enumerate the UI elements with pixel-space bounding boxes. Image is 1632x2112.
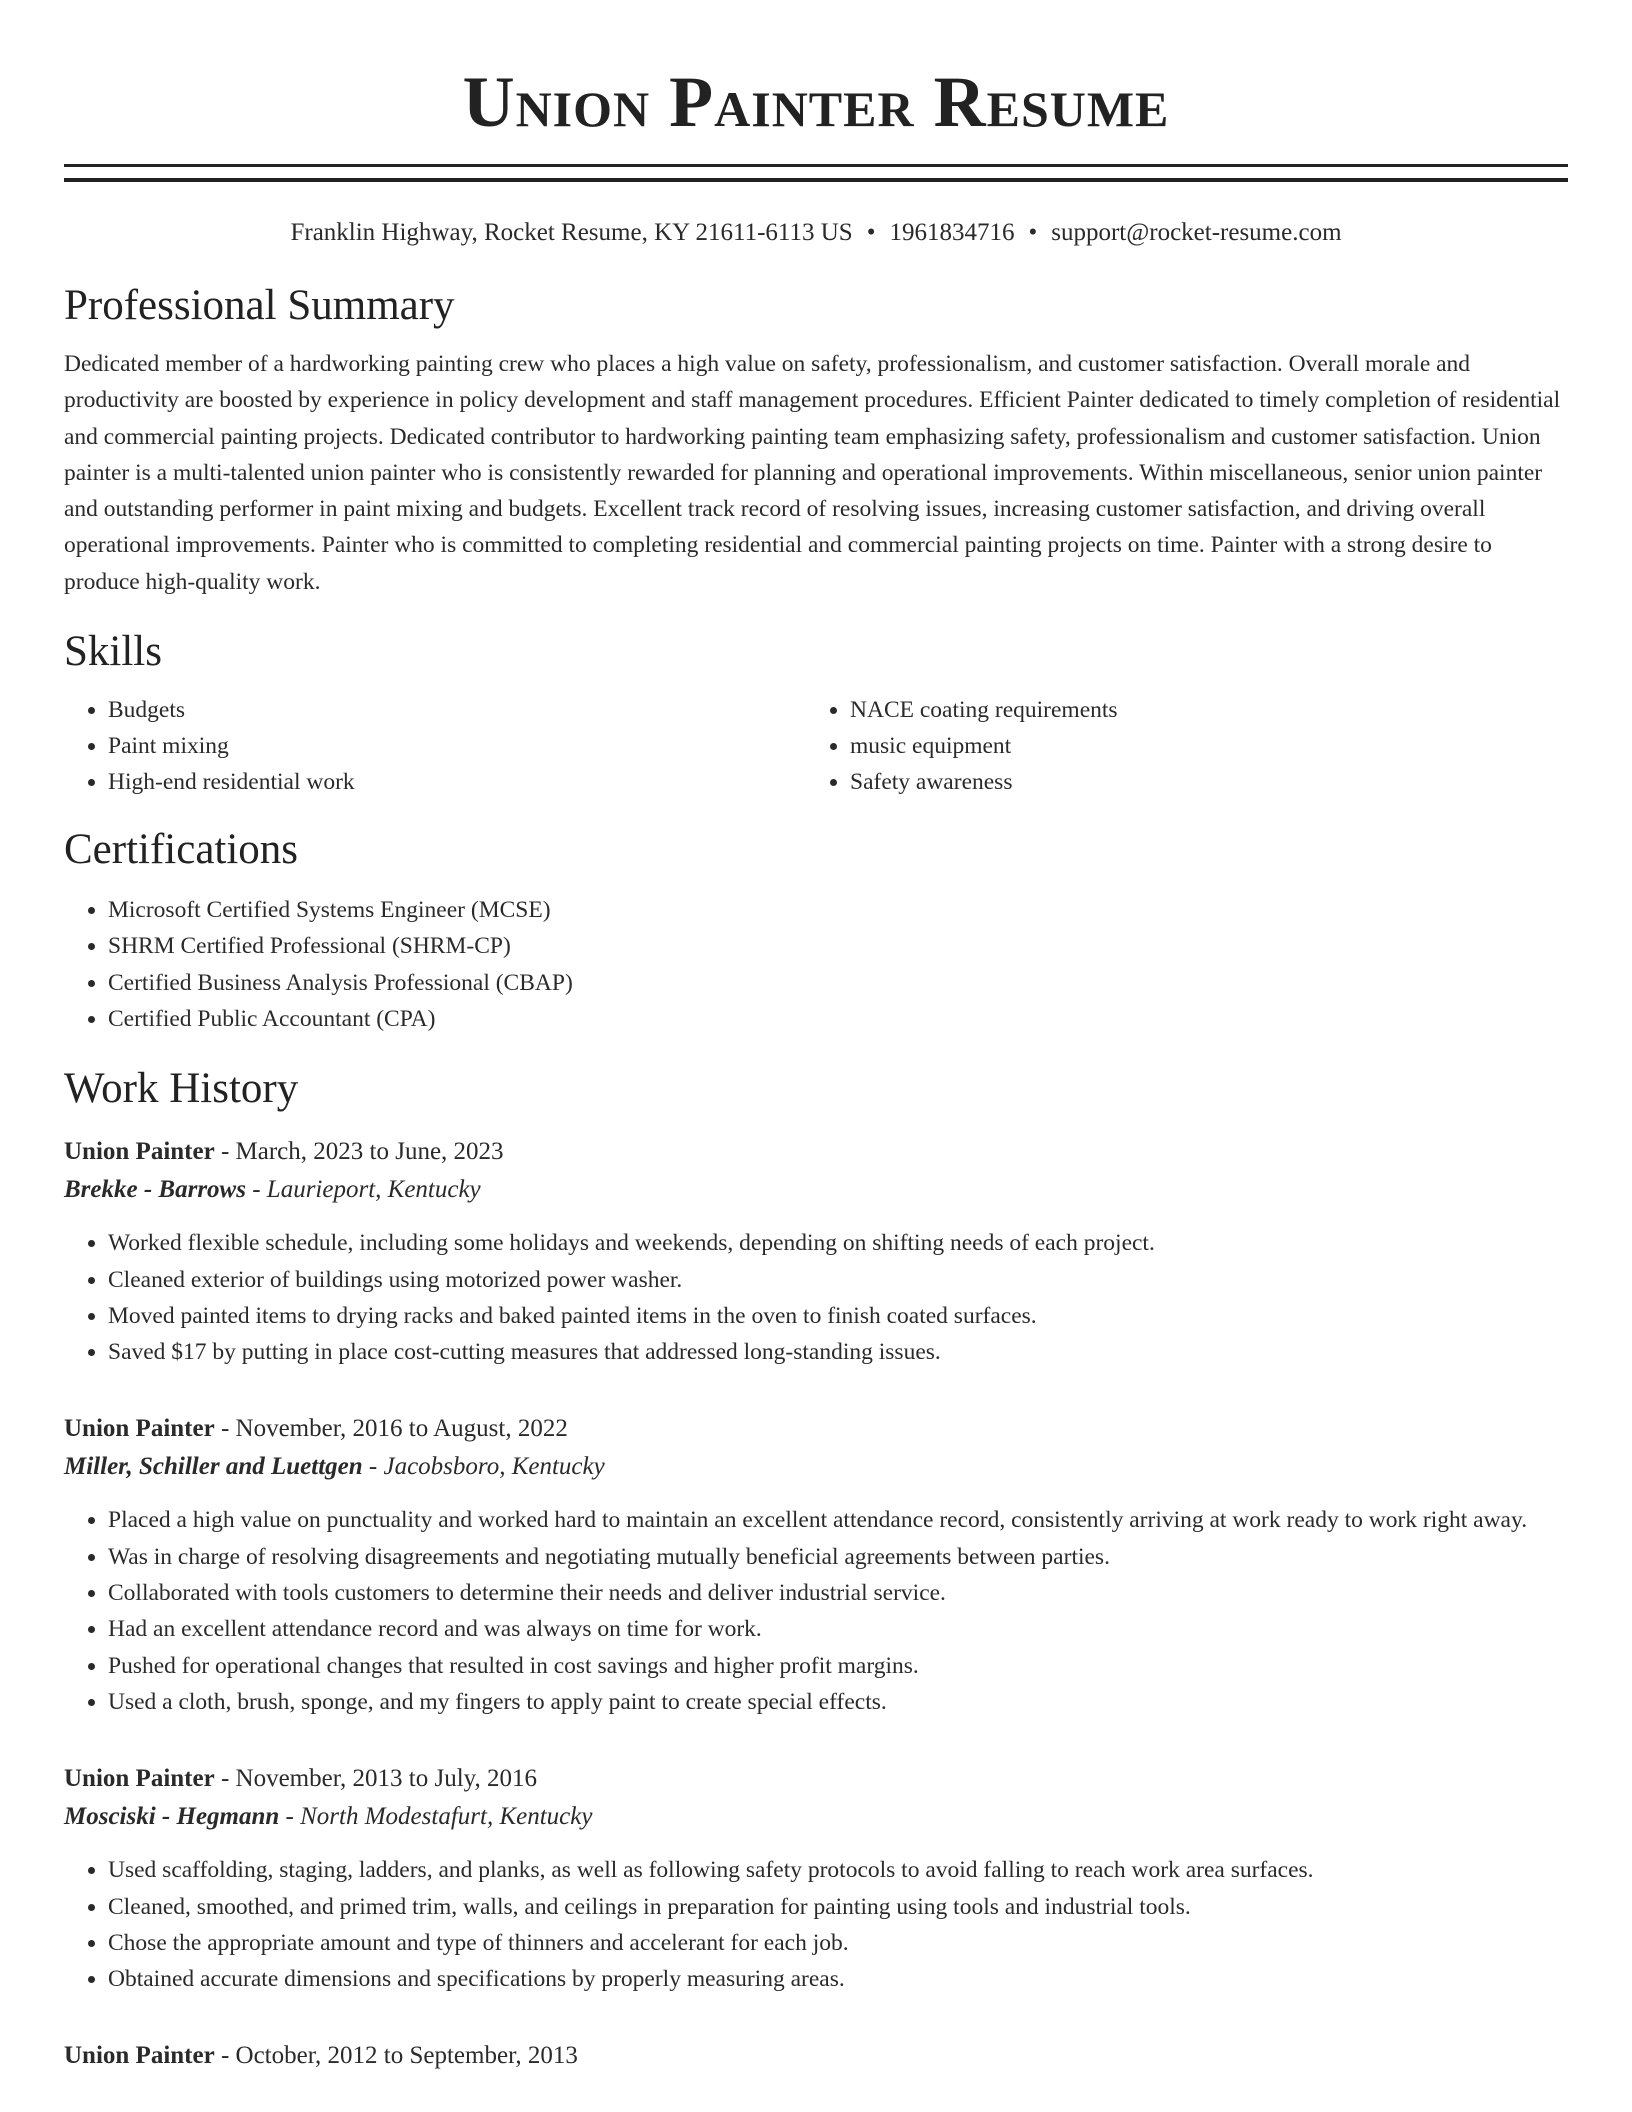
job-title-line [64, 1410, 1568, 1448]
job-bullet: • Was in charge of resolving disagreements and negotiating mutually beneficial agreements between parties. [108, 1539, 1568, 1575]
job-bullet: • Placed a high value on punctuality and worked hard to maintain an excellent attendance record, consistently arriving at work ready to work right away. [108, 1502, 1568, 1538]
skills-grid [64, 692, 1568, 800]
job-location: - Laurieport, Kentucky [245, 1176, 481, 1204]
job-entry [64, 1760, 1568, 1997]
certifications-list [64, 892, 1568, 1037]
contact-phone: 1961834716 [889, 219, 1015, 246]
job-bullet: • Used a cloth, brush, sponge, and my fingers to apply paint to create special effects. [108, 1684, 1568, 1720]
job-company: Miller, Schiller and Luettgen [64, 1453, 363, 1481]
title-double-rule [64, 164, 1568, 182]
job-entry [64, 2037, 1568, 2075]
page-title: Union Painter Resume [462, 62, 1170, 142]
skills-section [64, 626, 1568, 800]
job-bullet: • Collaborated with tools customers to determine their needs and deliver industrial service. [108, 1575, 1568, 1611]
job-company-line [64, 1171, 1568, 1209]
job-company-line [64, 1448, 1568, 1486]
job-bullet: • Moved painted items to drying racks and baked painted items in the oven to finish coated surfaces. [108, 1298, 1568, 1334]
job-title-line [64, 1133, 1568, 1171]
job-dates: - October, 2012 to September, 2013 [214, 2042, 578, 2070]
summary-section [64, 280, 1568, 600]
job-bullets [64, 1225, 1568, 1370]
skill-item: • Budgets [108, 692, 806, 728]
contact-separator: • [1028, 219, 1038, 246]
job-title: Union Painter [64, 1765, 215, 1793]
job-entry [64, 1133, 1568, 1370]
job-bullet: • Cleaned exterior of buildings using motorized power washer. [108, 1262, 1568, 1298]
job-location: - North Modestafurt, Kentucky [279, 1803, 593, 1831]
work-history-section [64, 1063, 1568, 2075]
job-bullet: • Had an excellent attendance record and was always on time for work. [108, 1611, 1568, 1647]
certification-item: • Certified Public Accountant (CPA) [108, 1001, 1568, 1037]
contact-email: support@rocket-resume.com [1051, 219, 1342, 246]
skills-list-left [64, 692, 806, 800]
job-title-line [64, 1760, 1568, 1798]
job-title: Union Painter [64, 2042, 215, 2070]
job-company: Brekke - Barrows [64, 1176, 246, 1204]
skill-item: • High-end residential work [108, 764, 806, 800]
summary-text: Dedicated member of a hardworking painting crew who places a high value on safety, professionalism, and customer satisfaction. Overall morale and productivity are boosted by experience in policy development and staff management procedures. Efficient Painter dedicated to timely completion of residential and commercial painting projects. Dedicated contributor to hardworking painting team emphasizing safety, professionalism and customer satisfaction. Union painter is a multi-talented union painter who is consistently rewarded for planning and operational improvements. Within miscellaneous, senior union painter and outstanding performer in paint mixing and budgets. Excellent track record of resolving issues, increasing customer satisfaction, and driving overall operational improvements. Painter who is committed to completing residential and commercial painting projects on time. Painter with a strong desire to produce high-quality work. [64, 351, 1561, 595]
work-history-heading: Work History [64, 1065, 299, 1113]
job-dates: - March, 2023 to June, 2023 [214, 1138, 504, 1166]
skill-item: • NACE coating requirements [850, 692, 1548, 728]
summary-heading: Professional Summary [64, 282, 455, 329]
contact-line [64, 218, 1568, 248]
skill-item: • Paint mixing [108, 728, 806, 764]
job-title-line [64, 2037, 1568, 2075]
certification-item: • Certified Business Analysis Professional (CBAP) [108, 965, 1568, 1001]
skill-item: • music equipment [850, 728, 1548, 764]
job-dates: - November, 2013 to July, 2016 [214, 1765, 538, 1793]
contact-separator: • [866, 219, 876, 246]
certifications-section [64, 824, 1568, 1037]
job-bullet: • Used scaffolding, staging, ladders, and planks, as well as following safety protocols to avoid falling to reach work area surfaces. [108, 1852, 1568, 1888]
certification-item: • Microsoft Certified Systems Engineer (MCSE) [108, 892, 1568, 928]
skill-item: • Safety awareness [850, 764, 1548, 800]
skills-heading: Skills [64, 628, 162, 676]
certification-item: • SHRM Certified Professional (SHRM-CP) [108, 928, 1568, 964]
job-entry [64, 1410, 1568, 1720]
certifications-heading: Certifications [64, 826, 299, 874]
job-bullet: • Pushed for operational changes that resulted in cost savings and higher profit margins. [108, 1648, 1568, 1684]
job-company-line [64, 1798, 1568, 1836]
job-bullets [64, 1852, 1568, 1997]
job-location: - Jacobsboro, Kentucky [362, 1453, 605, 1481]
job-title: Union Painter [64, 1138, 215, 1166]
job-company: Mosciski - Hegmann [64, 1803, 280, 1831]
contact-address: Franklin Highway, Rocket Resume, KY 21611-6113 US [290, 219, 853, 246]
job-dates: - November, 2016 to August, 2022 [214, 1415, 568, 1443]
job-bullet: • Chose the appropriate amount and type of thinners and accelerant for each job. [108, 1925, 1568, 1961]
job-bullet: • Cleaned, smoothed, and primed trim, walls, and ceilings in preparation for painting using tools and industrial tools. [108, 1889, 1568, 1925]
skills-list-right [806, 692, 1548, 800]
resume-page [64, 0, 1568, 2075]
job-bullet: • Obtained accurate dimensions and specifications by properly measuring areas. [108, 1961, 1568, 1997]
job-bullets [64, 1502, 1568, 1720]
job-bullet: • Saved $17 by putting in place cost-cutting measures that addressed long-standing issues. [108, 1334, 1568, 1370]
job-title: Union Painter [64, 1415, 215, 1443]
job-bullet: • Worked flexible schedule, including some holidays and weekends, depending on shifting needs of each project. [108, 1225, 1568, 1261]
